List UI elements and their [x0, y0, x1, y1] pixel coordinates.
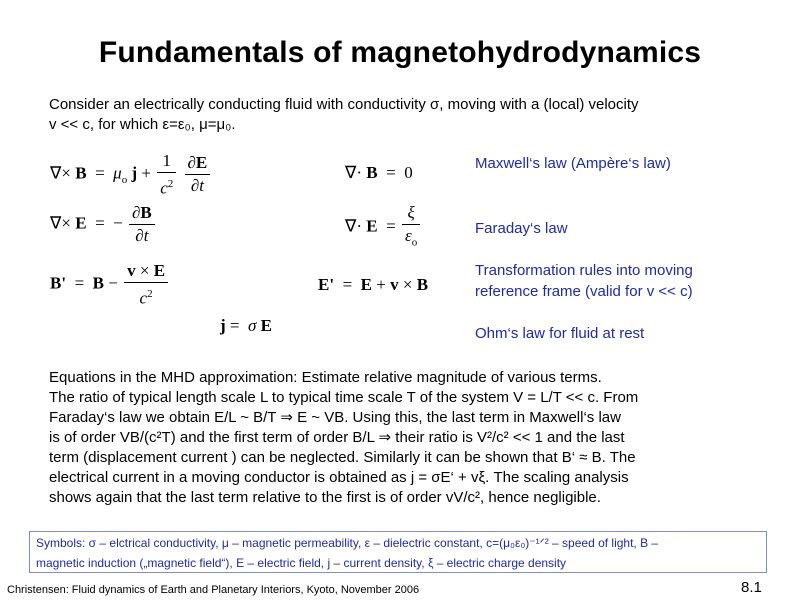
body-line: term (displacement current ) can be neglected. Similarly it can be shown that B‘ ≈ B. The [49, 449, 636, 466]
label-transformation-2: reference frame (valid for v << c) [475, 283, 693, 300]
label-faraday: Faraday‘s law [475, 220, 568, 237]
equation-b-transform: B' = B − $\frac{v \times E}{c^2}$ [50, 260, 170, 310]
body-line: is of order VB/(c²T) and the first term of order B/L ⇒ their ratio is V²/c² << 1 and the last [49, 429, 625, 446]
intro-line-2: v << c, for which ε=ε₀, μ=μ₀. [49, 116, 236, 133]
label-maxwell: Maxwell‘s law (Ampère‘s law) [475, 155, 671, 172]
label-ohm: Ohm‘s law for fluid at rest [475, 325, 645, 342]
symbols-box [29, 531, 767, 573]
symbols-line-2: magnetic induction („magnetic field“), E – electric field, j – current density, ξ – electric charge density [36, 556, 567, 570]
body-line: Equations in the MHD approximation: Estimate relative magnitude of various terms. [49, 369, 602, 386]
equation-e-transform: E' = E + v × B [318, 275, 429, 294]
body-line: shows again that the last term relative to the first is of order vV/c², hence negligible. [49, 489, 601, 506]
page-number: 8.1 [741, 579, 762, 596]
equation-ohm: j = σ E [220, 316, 272, 335]
body-line: electrical current in a moving conductor is obtained as j = σE‘ + vξ. The scaling analysis [49, 469, 629, 486]
mhd-approximation-paragraph [49, 368, 774, 508]
page-title: Fundamentals of magnetohydrodynamics [98, 36, 702, 69]
equation-faraday: ∇× E = − $\frac{\partial B}{\partial t}$ [50, 202, 157, 247]
intro-line-1: Consider an electrically conducting fluid with conductivity σ, moving with a (local) velocity [49, 96, 639, 113]
body-line: Faraday‘s law we obtain E/L ~ B/T ⇒ E ~ VB. Using this, the last term in Maxwell‘s law [49, 409, 621, 426]
symbols-line-1: Symbols: σ – elctrical conductivity, μ – magnetic permeability, ε – dielectric constant, c=(μ₀ε₀)⁻¹ᐟ² – speed of light, B – [36, 536, 659, 550]
label-transformation-1: Transformation rules into moving [475, 262, 693, 279]
footer-citation: Christensen: Fluid dynamics of Earth and Planetary Interiors, Kyoto, November 2006 [7, 584, 420, 596]
equation-ampere: ∇× $B = \mu_o$ j + $\frac{1}{c^2}$ $\frac{\partial E}{\partial t}$ [50, 150, 212, 200]
equation-div-e: ∇· E = $\frac{\xi}{\varepsilon_o}$ [345, 202, 422, 253]
body-line: The ratio of typical length scale L to typical time scale T of the system V = L/T << c. From [49, 389, 639, 406]
equation-div-b: ∇· B = 0 [345, 163, 413, 182]
intro-paragraph [49, 95, 769, 135]
